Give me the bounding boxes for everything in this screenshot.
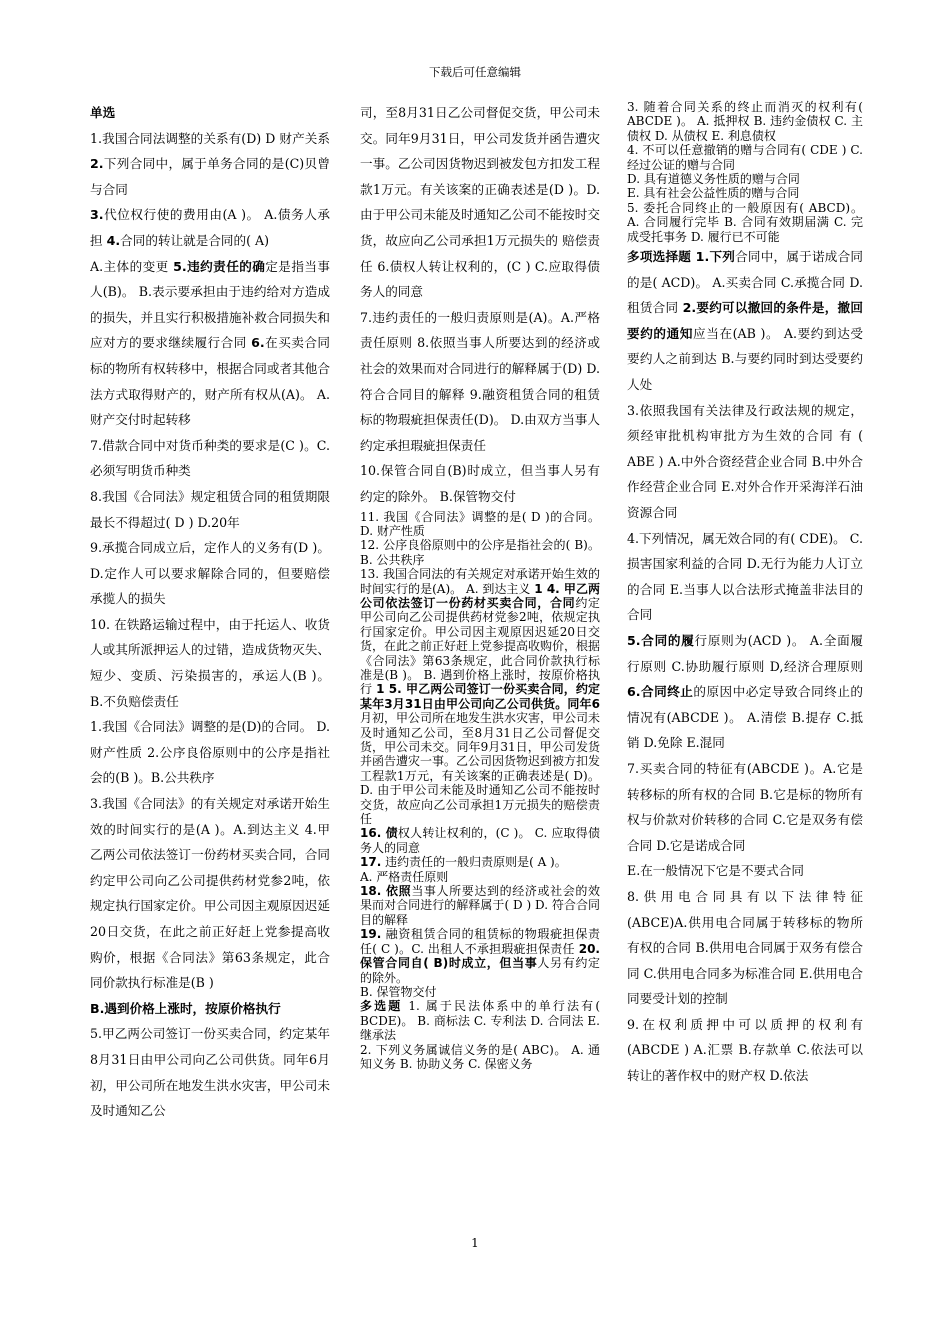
paragraph xyxy=(627,526,863,628)
paragraph xyxy=(360,855,600,869)
text-run: 3. 随着合同关系的终止而消灭的权利有( ABCDE )。 A. 抵押权 B. 违约金债权 C. 主债权 D. 从债权 E. 利息债权 xyxy=(627,100,863,143)
paragraph xyxy=(90,535,330,612)
paragraph xyxy=(90,433,330,484)
page-number: 1 xyxy=(471,1236,479,1250)
page-header: 下载后可任意编辑 xyxy=(429,65,521,79)
paragraph xyxy=(90,996,330,1022)
paragraph xyxy=(360,927,600,985)
text-run: 月初，甲公司所在地发生洪水灾害，甲公司未及时通知乙公司，至8月31日乙公司督促交货，甲公司未交。同年9月31日，甲公司发货并函告遭灾一事。乙公司因货物迟到被方扣发工程款1万元，有关该案的正确表述是( D)。D. 由于甲公司未能及时通知乙公司不能按时交货，故应向乙公司承担1万元损失的赔偿责任 xyxy=(360,711,600,827)
text-run: 5. 委托合同终止的一般原因有( ABCD)。 A. 合同履行完毕 B. 合同有效期届满 C. 完成受托事务 D. 履行已不可能 xyxy=(627,200,863,244)
text-run: 12. 公序良俗原则中的公序是指社会的( B)。 B. 公共秩序 xyxy=(360,538,600,567)
paragraph xyxy=(627,172,863,186)
paragraph xyxy=(360,510,600,539)
paragraph xyxy=(90,1021,330,1123)
bold-text: 1 4. 甲乙两公司依法签订一份药材买卖合同，合同 xyxy=(360,581,600,610)
bold-text: 5.合同的履 xyxy=(627,632,695,648)
text-run: 当事人所要达到的经济或社会的效果而对合同进行的解释属于( D ) D. 符合合同目的解释 xyxy=(360,884,600,927)
paragraph xyxy=(627,398,863,526)
text-run: 约定甲公司向乙公司提供药材党参2吨，依规定执行国家定价。甲公司因主观原因迟延20日交货，在此之前正好赶上党参提高收购价，根据《合同法》第63条规定，此合同价款执行标准是(B )。 B. 遇到价格上涨时，按原价格执行 xyxy=(360,595,600,697)
text-run: 3.依照我国有关法律及行政法规的规定，须经审批机构审批方为生效的合同 有 ( ABE ) A.中外合资经营企业合同 B.中外合作经营企业合同 E.对外合作开采海洋石油资源合同 xyxy=(627,402,863,520)
paragraph xyxy=(627,143,863,172)
text-run: 8.我国《合同法》规定租赁合同的租赁期限最长不得超过( D ) D.20年 xyxy=(90,488,330,530)
text-run: 定是指当事人(B)。 B.表示要承担由于违约给对方造成的损失，并且实行积极措施补救合同损失和应对方的要求继续履行合同 xyxy=(90,258,330,351)
bold-text: 20. 保管合同自( B)时成立，但当事 xyxy=(360,941,600,971)
paragraph xyxy=(90,126,330,203)
paragraph xyxy=(90,100,330,126)
paragraph xyxy=(360,538,600,567)
bold-text: 5.违约责任的确 xyxy=(173,258,266,274)
paragraph xyxy=(360,567,600,826)
bold-text: 19. xyxy=(360,927,382,942)
bold-text: 3. xyxy=(90,207,104,223)
text-run: 合同中，属于诺成合同的是( ACD)。 A.买卖合同 C.承揽合同 D.租赁合同 xyxy=(627,249,863,316)
text-run: D. 具有道德义务性质的赠与合同 xyxy=(627,172,800,187)
bold-text: 1 5. 甲乙两公司签订一份买卖合同，约定某年3月31日由甲公司向乙公司供货。同年6 xyxy=(360,682,600,711)
paragraph xyxy=(90,791,330,996)
paragraph xyxy=(360,999,600,1042)
paragraph xyxy=(360,884,600,927)
bold-text: 单选 xyxy=(90,105,116,120)
text-run: 下列合同中，属于单务合同的是(C)贝曾与合同 xyxy=(90,156,330,197)
text-run: 1.我国《合同法》调整的是(D)的合同。 D.财产性质 2.公序良俗原则中的公序是指社会的(B )。B.公共秩序 xyxy=(90,719,330,786)
text-run: 的原因中必定导致合同终止的情况有(ABCDE )。 A.清偿 B.提存 C.抵销 D.免除 E.混同 xyxy=(627,684,863,751)
text-run: A. 严格责任原则 xyxy=(360,869,449,884)
text-run: 司，至8月31日乙公司督促交货，甲公司未交。同年9月31日，甲公司发货并函告遭灾一事。乙公司因货物迟到被发包方扣发工程款1万元。有关该案的正确表述是(D )。D.由于甲公司未能及时通知乙公司不能按时交货，故应向乙公司承担1万元损失的 赔偿责任 6.债权人转让权利的，(C ) C.应取得债务人的同意 xyxy=(360,105,600,300)
paragraph xyxy=(627,628,863,756)
text-run: A.主体的变更 xyxy=(90,258,174,274)
text-run: 7.借款合同中对货币种类的要求是(C )。C.必须写明货币种类 xyxy=(90,437,330,479)
bold-text: 多项选择题 1.下列 xyxy=(627,249,736,265)
paragraph xyxy=(627,1012,863,1089)
paragraph xyxy=(360,826,600,855)
text-run: 13. 我国合同法的有关规定对承诺开始生效的时间实行的是(A)。 A. 到达主义 xyxy=(360,567,600,596)
text-run: 9.在权利质押中可以质押的权利有(ABCDE ) A.汇票 B.存款单 C.依法可以转让的著作权中的财产权 D.依法 xyxy=(627,1016,863,1084)
bold-text: 多选题 xyxy=(360,999,403,1014)
paragraph xyxy=(90,612,330,714)
paragraph xyxy=(360,305,600,459)
bold-text: 18. 依照 xyxy=(360,884,412,899)
paragraph xyxy=(627,186,863,200)
text-run: 1.我国合同法调整的关系有(D) D 财产关系 xyxy=(90,130,330,146)
text-run: 4.下列情况，属无效合同的有( CDE)。 C.损害国家利益的合同 D.无行为能力人订立的合同 E.当事人以合法形式掩盖非法目的合同 xyxy=(627,530,863,623)
column-middle xyxy=(360,100,600,1071)
text-run: 行原则为(ACD )。 A.全面履行原则 C.协助履行原则 D,经济合理原则 xyxy=(627,632,863,674)
paragraph xyxy=(90,714,330,791)
text-run: E.在一般情况下它是不要式合同 xyxy=(627,863,804,879)
bold-text: 2.要约可以撤回的条件是，撤回要约的通知 xyxy=(627,300,863,341)
column-right xyxy=(627,100,863,1089)
bold-text: B.遇到价格上涨时，按原价格执行 xyxy=(90,1000,281,1016)
paragraph xyxy=(90,202,330,253)
paragraph xyxy=(360,985,600,999)
paragraph xyxy=(90,254,330,433)
paragraph xyxy=(360,870,600,884)
text-run: 人另有约定的除外。 xyxy=(360,956,600,985)
paragraph xyxy=(627,100,863,143)
text-run: E. 具有社会公益性质的赠与合同 xyxy=(627,186,800,201)
bold-text: 6.合同终止 xyxy=(627,684,694,700)
paragraph xyxy=(360,1043,600,1072)
text-run: 权人转让权利的，(C )。 C. 应取得债务人的同意 xyxy=(360,826,600,855)
text-run: 11. 我国《合同法》调整的是( D )的合同。 D. 财产性质 xyxy=(360,509,600,538)
text-run: B. 保管物交付 xyxy=(360,984,437,999)
text-run: 4. 不可以任意撤销的赠与合同有( CDE ) C. 经过公证的赠与合同 xyxy=(627,143,863,172)
text-run: 10. 在铁路运输过程中，由于托运人、收货人或其所派押运人的过错，造成货物灭失、短少、变质、污染损害的，承运人(B )。 B.不负赔偿责任 xyxy=(90,616,330,709)
paragraph xyxy=(627,756,863,858)
paragraph xyxy=(627,858,863,884)
bold-text: 16. 债 xyxy=(360,826,398,841)
text-run: 在买卖合同标的物所有权转移中，根据合同或者其他合法方式取得财产的，财产所有权从(A)。 A.财产交付时起转移 xyxy=(90,335,330,428)
paragraph xyxy=(627,244,863,398)
text-run: 5.甲乙两公司签订一份买卖合同，约定某年8月31日由甲公司向乙公司供货。同年6月初，甲公司所在地发生洪水灾害，甲公司未及时通知乙公 xyxy=(90,1026,330,1119)
text-run: 8.供用电合同具有以下法律特征(ABCE)A.供用电合同属于转移标的物所有权的合同 B.供用电合同属于双务有偿合同 C.供用电合同多为标准合同 E.供用电合同要受计划的控制 xyxy=(627,888,863,1007)
text-run: 7.买卖合同的特征有(ABCDE )。A.它是转移标的所有权的合同 B.它是标的物所有权与价款对价转移的合同 C.它是双务有偿合同 D.它是诺成合同 xyxy=(627,760,863,853)
text-run: 融资租赁合同的租赁标的物瑕疵担保责任( C )。C. 出租人不承担瑕疵担保责任 xyxy=(360,927,600,956)
paragraph xyxy=(360,100,600,305)
column-left xyxy=(90,100,330,1124)
bold-text: 17. xyxy=(360,855,382,870)
paragraph xyxy=(627,201,863,244)
text-run: 9.承揽合同成立后，定作人的义务有(D )。 D.定作人可以要求解除合同的，但要赔偿承揽人的损失 xyxy=(90,540,330,607)
text-run: 代位权行使的费用由(A )。 A.债务人承担 xyxy=(90,207,330,248)
text-run: 3.我国《合同法》的有关规定对承诺开始生效的时间实行的是(A )。A.到达主义 4.甲乙两公司依法签订一份药材买卖合同，合同约定甲公司向乙公司提供药材党参2吨，依规定执行国家定价。甲公司因主观原因迟延20日交货，在此之前正好赶上党参提高收购价，根据《合同法》第63条规定，此合同价款执行标准是(B ) xyxy=(90,796,330,991)
paragraph xyxy=(90,484,330,535)
bold-text: 4. xyxy=(106,232,121,248)
bold-text: 2. xyxy=(90,156,104,172)
text-run: 1. 属于民法体系中的单行法有( BCDE)。 B. 商标法 C. 专利法 D. 合同法 E. 继承法 xyxy=(360,999,600,1043)
paragraph xyxy=(360,458,600,509)
paragraph xyxy=(627,884,863,1012)
text-run: 合同的转让就是合同的( A) xyxy=(120,232,270,248)
text-run: 应当在(AB )。 A.要约到达受要约人之前到达 B.与要约同时到达受要约人处 xyxy=(627,325,863,393)
bold-text: 6. xyxy=(251,335,265,351)
text-run: 2. 下列义务属诚信义务的是( ABC)。 A. 通知义务 B. 协助义务 C. 保密义务 xyxy=(360,1042,600,1071)
text-run: 违约责任的一般归责原则是( A )。 xyxy=(381,855,567,870)
text-run: 7.违约责任的一般归责原则是(A)。A.严格责任原则 8.依照当事人所要达到的经济或社会的效果而对合同进行的解释属于(D) D.符合合同目的解释 9.融资租赁合同的租赁标的物瑕疵担保责任(D)。 D.由双方当事人约定承担瑕疵担保责任 xyxy=(360,309,600,453)
text-run: 10.保管合同自(B)时成立，但当事人另有约定的除外。 B.保管物交付 xyxy=(360,463,600,504)
